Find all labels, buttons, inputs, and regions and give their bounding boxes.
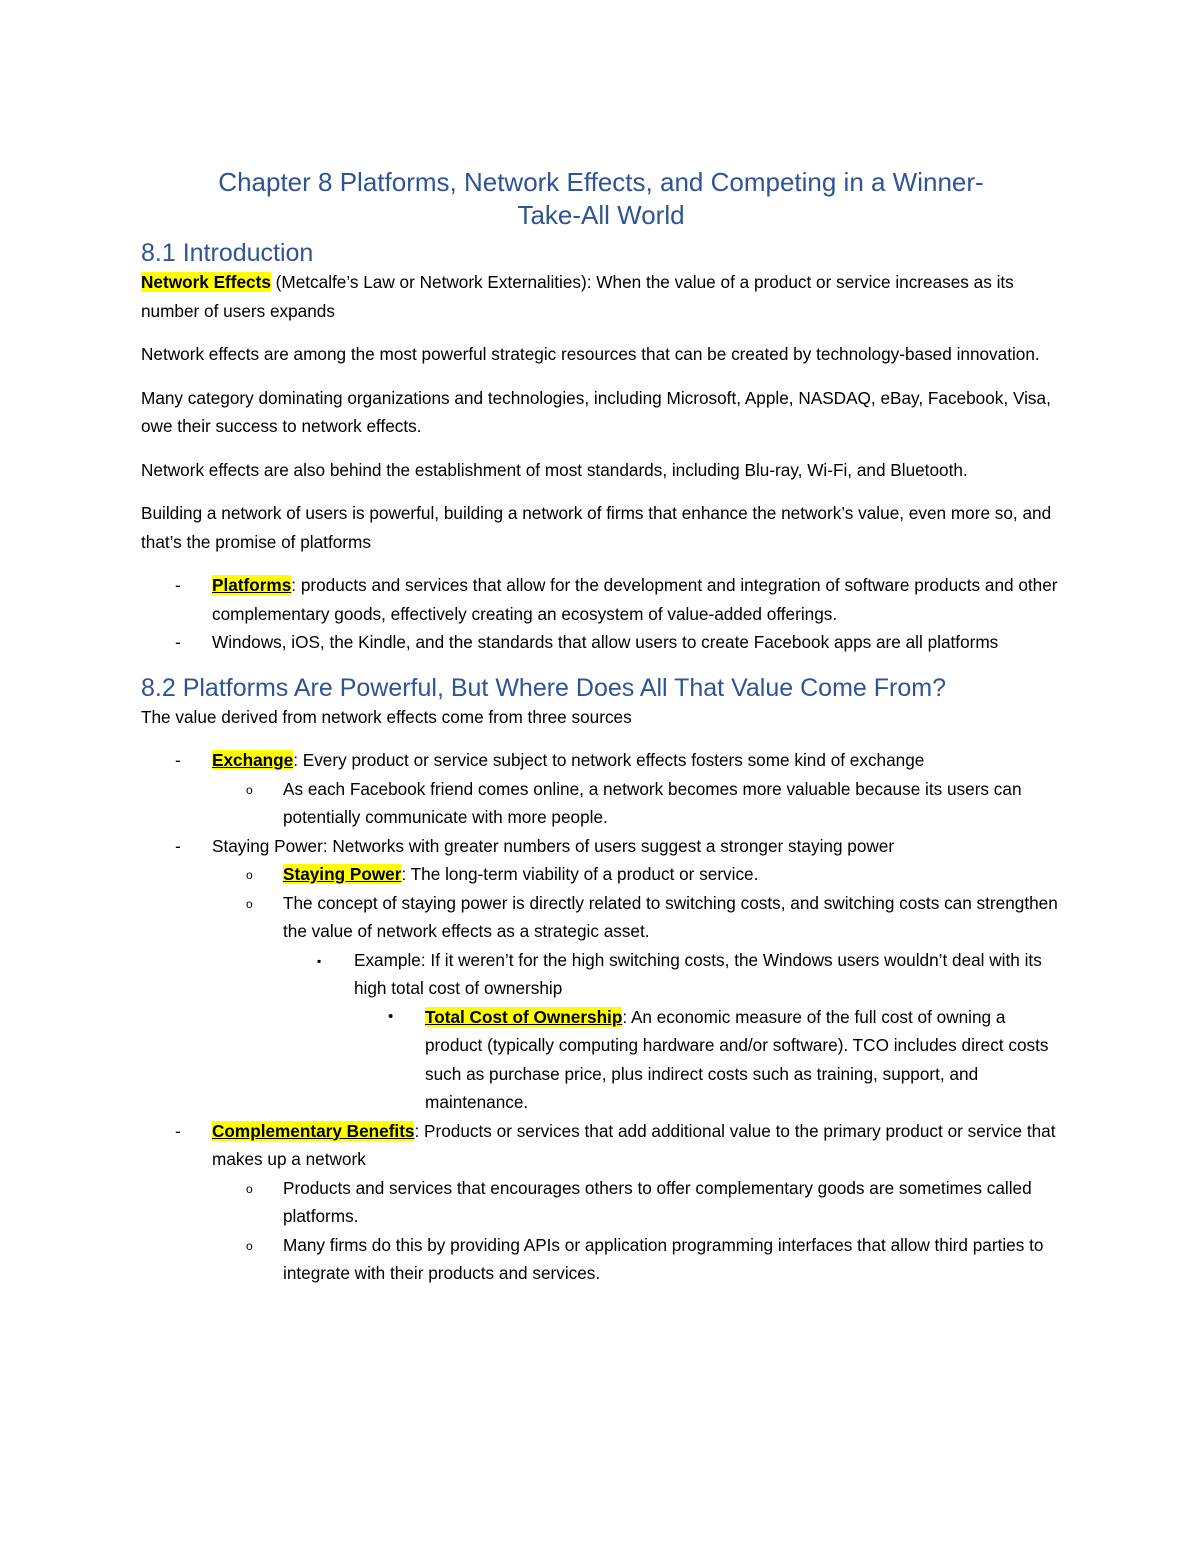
tco-term: Total Cost of Ownership xyxy=(425,1006,623,1027)
tco-sublist xyxy=(354,1003,1061,1117)
network-effects-definition xyxy=(141,268,1061,325)
exchange-term: Exchange xyxy=(212,750,294,770)
exchange-example-text: As each Facebook friend comes online, a network becomes more valuable because its users can potentially communicate with more people. xyxy=(283,778,1022,827)
platforms-definition-text: : products and services that allow for the development and integration of software products and other complementary goods, effectively creating an ecosystem of value-added offerings. xyxy=(212,575,1058,624)
paragraph-standards: Network effects are also behind the establishment of most standards, including Blu-ray, Wi-Fi, and Bluetooth. xyxy=(141,459,968,480)
complementary-benefits-term: Complementary Benefits xyxy=(212,1120,415,1141)
paragraph-category-dominating: Many category dominating organizations and technologies, including Microsoft, Apple, NASDAQ, eBay, Facebook, Visa, owe their success to network effects. xyxy=(141,387,1051,436)
staying-power-text: Staying Power: Networks with greater numbers of users suggest a stronger staying power xyxy=(212,835,895,856)
staying-power-definition-text: : The long-term viability of a product or service. xyxy=(401,864,759,884)
paragraph-strategic-resources: Network effects are among the most powerful strategic resources that can be created by technology-based innovation. xyxy=(141,344,1040,364)
circle-marker: o xyxy=(246,868,253,882)
switching-costs-text: The concept of staying power is directly related to switching costs, and switching costs can strengthen the value of network effects as a strategic asset. xyxy=(283,892,1058,941)
chapter-title-line-2: Take-All World xyxy=(517,200,685,230)
list-item-exchange xyxy=(141,746,1061,832)
exchange-definition-text: : Every product or service subject to network effects fosters some kind of exchange xyxy=(293,750,925,770)
dash-marker: - xyxy=(175,632,181,652)
staying-power-sublist xyxy=(212,860,1061,1117)
list-item xyxy=(212,1231,1061,1288)
list-item xyxy=(212,860,1061,889)
list-item xyxy=(141,628,1061,657)
document-page xyxy=(141,166,1061,1303)
tco-definition-text: : An economic measure of the full cost of owning a product (typically computing hardware and/or software). TCO includes direct costs such as purchase price, plus indirect costs such as training, support, and maintenance. xyxy=(425,1006,1049,1112)
paragraph-platforms-promise: Building a network of users is powerful, building a network of firms that enhance the network’s value, even more so, and that’s the promise of platforms xyxy=(141,503,1052,552)
list-item xyxy=(141,571,1061,628)
list-item xyxy=(212,1174,1061,1231)
network-effects-term: Network Effects xyxy=(141,272,271,292)
value-sources-list xyxy=(141,746,1061,1288)
dash-marker: - xyxy=(175,575,181,595)
switching-costs-sublist xyxy=(283,946,1061,1117)
paragraph-three-sources: The value derived from network effects come from three sources xyxy=(141,706,632,727)
list-item xyxy=(283,946,1061,1117)
list-item xyxy=(354,1003,1061,1117)
list-item xyxy=(212,889,1061,1117)
section-1-heading: 8.1 Introduction xyxy=(141,239,314,267)
platforms-examples-text: Windows, iOS, the Kindle, and the standards that allow users to create Facebook apps are all platforms xyxy=(212,632,999,652)
complementary-platforms-text: Products and services that encourages others to offer complementary goods are sometimes called platforms. xyxy=(283,1177,1032,1226)
platforms-term: Platforms xyxy=(212,575,292,595)
circle-marker: o xyxy=(246,896,253,911)
circle-marker: o xyxy=(246,782,253,797)
exchange-sublist xyxy=(212,775,1061,832)
list-item xyxy=(212,775,1061,832)
list-item-complementary-benefits xyxy=(141,1117,1061,1288)
windows-example-text: Example: If it weren’t for the high switching costs, the Windows users wouldn’t deal with its high total cost of ownership xyxy=(354,949,1042,998)
section-2-heading: 8.2 Platforms Are Powerful, But Where Does All That Value Come From? xyxy=(141,673,946,702)
circle-marker: o xyxy=(246,1181,253,1196)
complementary-sublist xyxy=(212,1174,1061,1288)
network-effects-definition-text: (Metcalfe’s Law or Network Externalities): When the value of a product or service increases as its number of users expands xyxy=(141,272,1014,321)
circle-marker: o xyxy=(246,1238,253,1253)
staying-power-term: Staying Power xyxy=(283,864,402,884)
platforms-list xyxy=(141,571,1061,657)
dash-marker: - xyxy=(175,750,181,770)
complementary-benefits-text: : Products or services that add additional value to the primary product or service that makes up a network xyxy=(212,1120,1056,1169)
apis-text: Many firms do this by providing APIs or application programming interfaces that allow third parties to integrate with their products and services. xyxy=(283,1234,1044,1283)
square-marker: ▪ xyxy=(317,953,322,968)
chapter-title-line-1: Chapter 8 Platforms, Network Effects, and Competing in a Winner- xyxy=(218,167,984,197)
dash-marker: - xyxy=(175,1120,181,1141)
chapter-title xyxy=(141,166,1061,232)
dot-marker: • xyxy=(388,1007,394,1025)
list-item-staying-power xyxy=(141,832,1061,1117)
dash-marker: - xyxy=(175,835,181,856)
